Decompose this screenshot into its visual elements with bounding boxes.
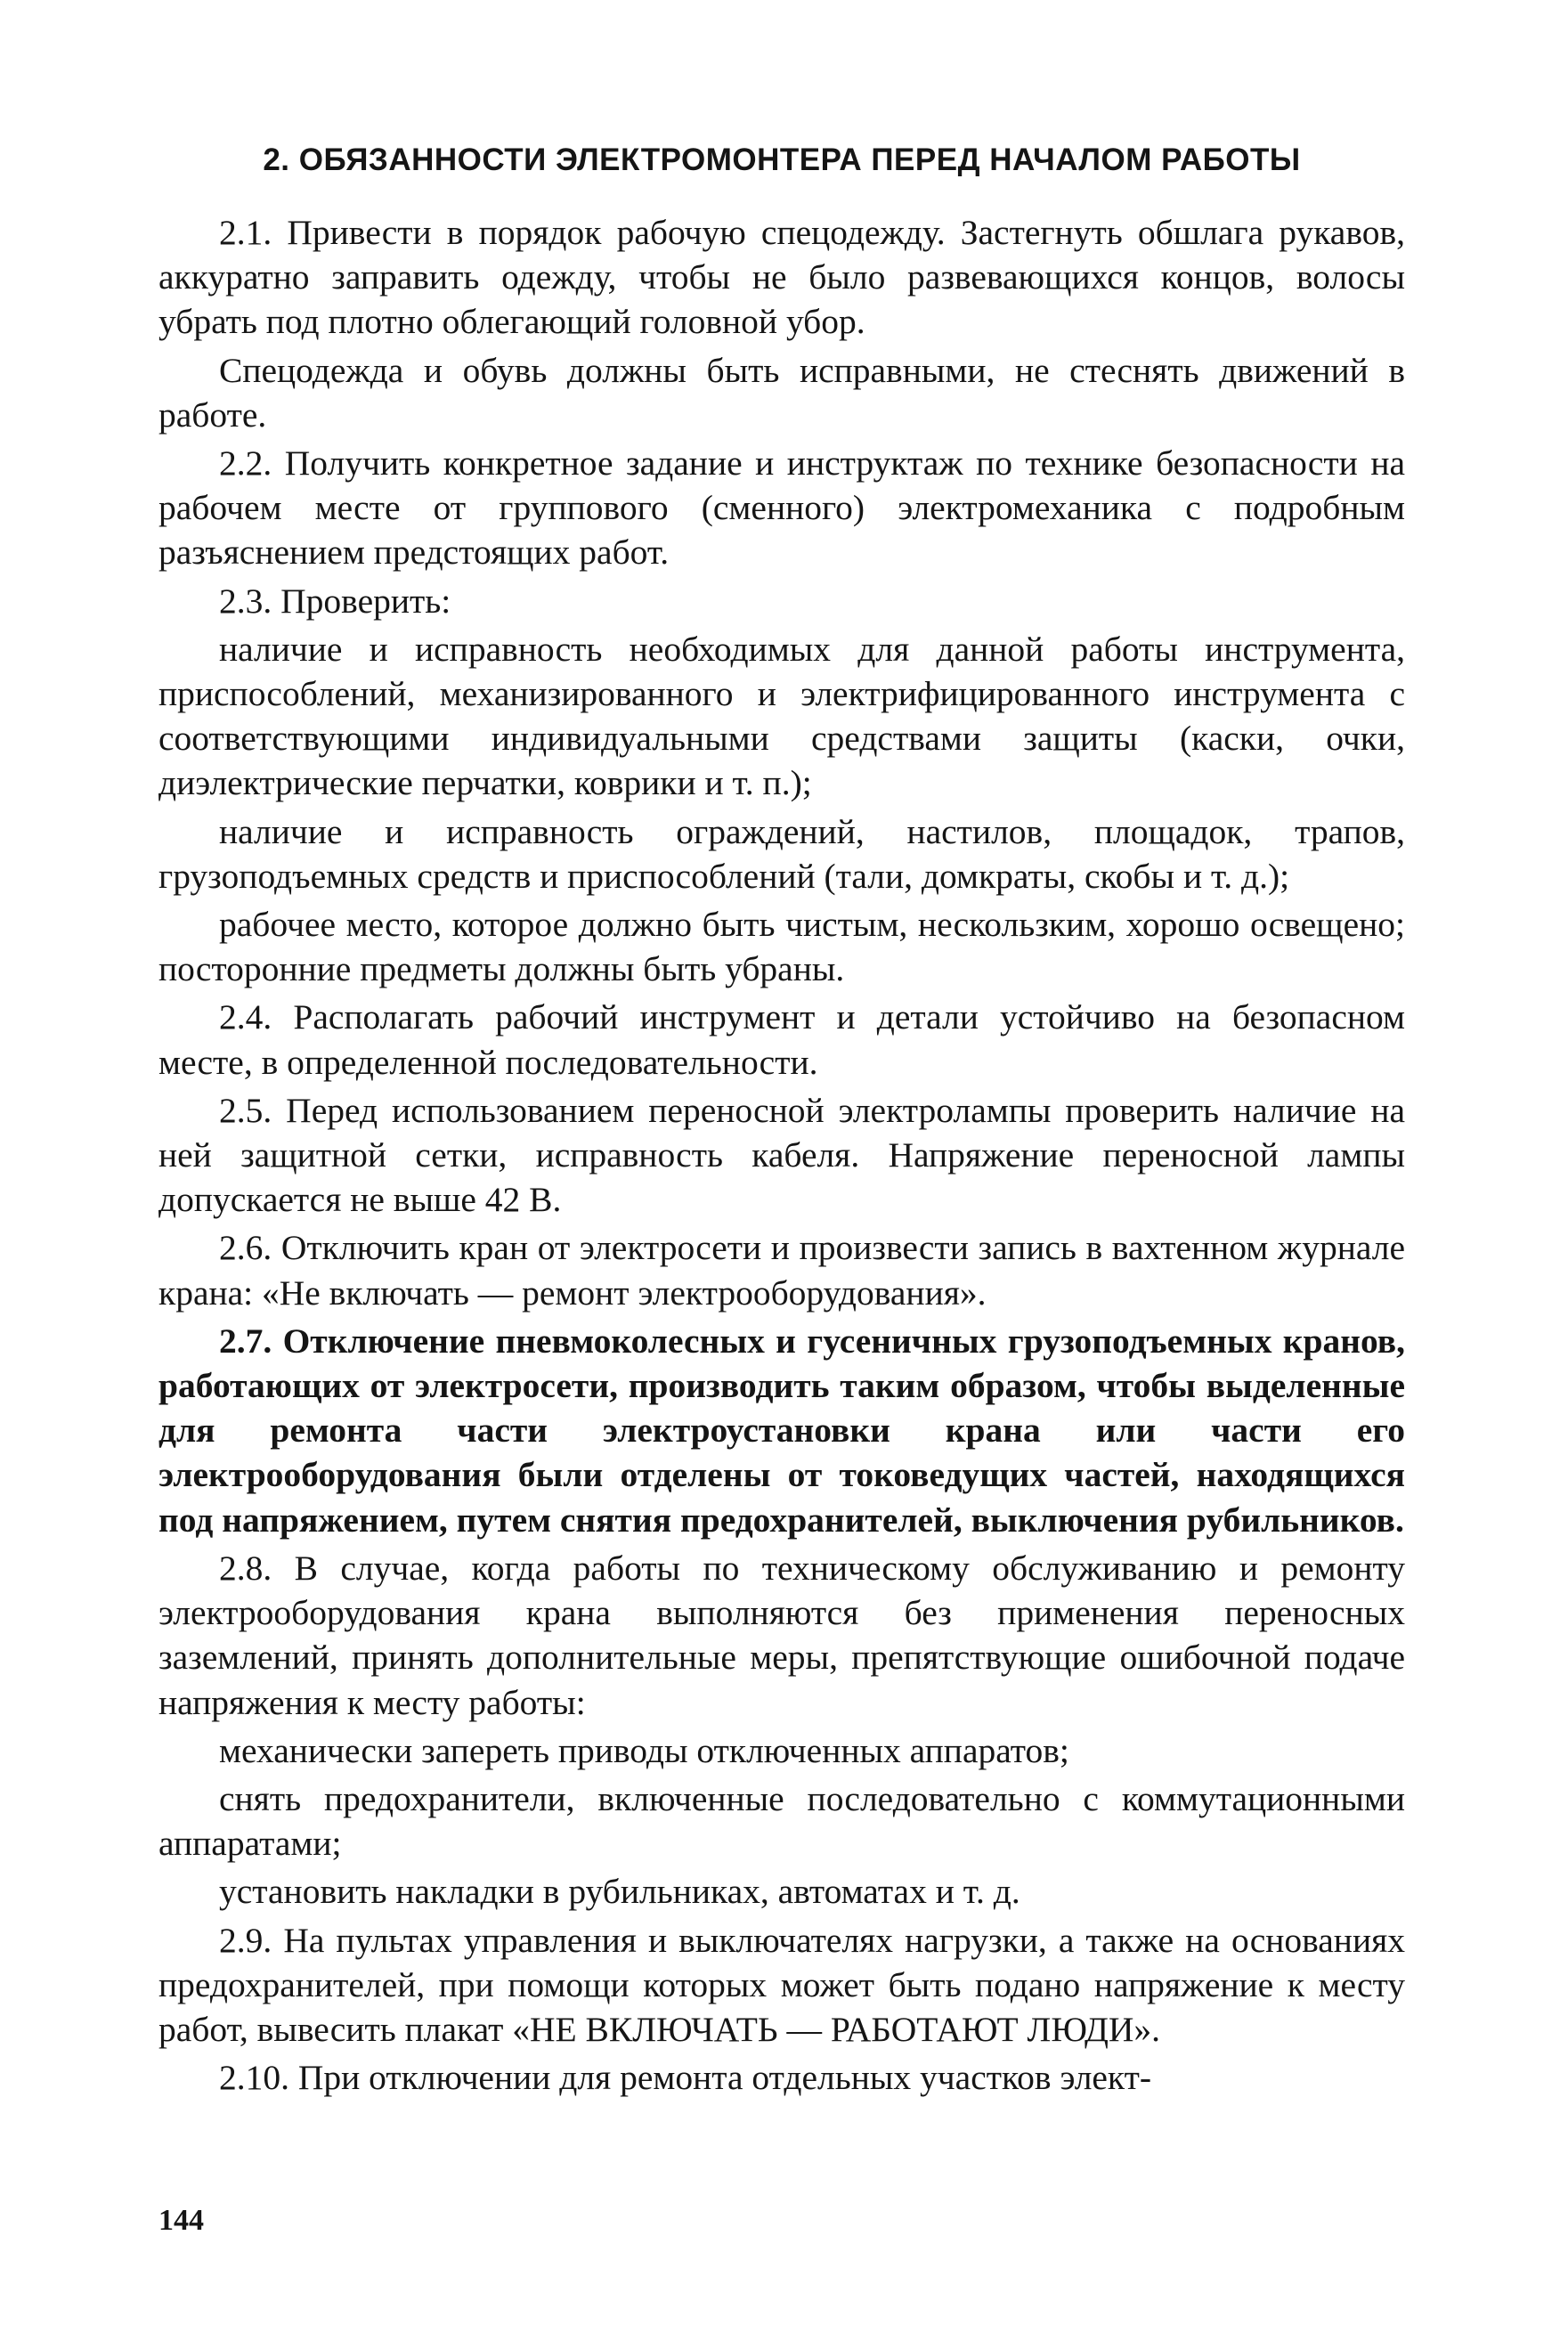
paragraph-2-6: 2.6. Отключить кран от электросети и произвести запись в вахтенном журнале крана: «Не включать — ремонт электрооборудования». <box>158 1228 1405 1313</box>
paragraph-2-8-fuses: снять предохранители, включенные последовательно с коммутационными аппаратами; <box>158 1778 1405 1864</box>
paragraph-2-3-workplace: рабочее место, которое должно быть чистым, нескользким, хорошо освещено; посторонние предметы должны быть убраны. <box>158 905 1405 989</box>
paragraph-2-3-fences: наличие и исправность ограждений, настилов, площадок, трапов, грузоподъемных средств и приспособлений (тали, домкраты, скобы и т. д.); <box>158 811 1405 896</box>
paragraph-2-9: 2.9. На пультах управления и выключателях нагрузки, а также на основаниях предохранителей, при помощи которых может быть подано напряжение к месту работ, вывесить плакат «НЕ ВКЛЮЧАТЬ — РАБОТАЮТ ЛЮДИ». <box>158 1920 1405 2049</box>
paragraph-2-8-pads: установить накладки в рубильниках, автоматах и т. д. <box>219 1872 1020 1912</box>
section-heading: 2. ОБЯЗАННОСТИ ЭЛЕКТРОМОНТЕРА ПЕРЕД НАЧАЛОМ РАБОТЫ <box>263 142 1301 177</box>
paragraph-2-3-tools: наличие и исправность необходимых для данной работы инструмента, приспособлений, механизированного и электрифицированного инструмента с соответствующими индивидуальными средствами защиты (каски, очки, диэлектрические перчатки, коврики и т. п.); <box>158 629 1405 803</box>
paragraph-2-10: 2.10. При отключении для ремонта отдельных участков элект- <box>219 2058 1152 2098</box>
paragraph-2-3: 2.3. Проверить: <box>219 581 451 621</box>
paragraph-2-2: 2.2. Получить конкретное задание и инструктаж по технике безопасности на рабочем месте от группового (сменного) электромеханика с подробным разъяснением предстоящих работ. <box>158 443 1405 573</box>
paragraph-2-1: 2.1. Привести в порядок рабочую спецодежду. Застегнуть обшлага рукавов, аккуратно заправить одежду, чтобы не было развевающихся концов, волосы убрать под плотно облегающий головной убор. <box>158 213 1405 342</box>
paragraph-2-8: 2.8. В случае, когда работы по техническому обслуживанию и ремонту электрооборудования крана выполняются без применения переносных заземлений, принять дополнительные меры, препятствующие ошибочной подаче напряжения к месту работы: <box>158 1548 1405 1722</box>
page-number: 144 <box>158 2204 204 2237</box>
paragraph-2-5: 2.5. Перед использованием переносной электролампы проверить наличие на ней защитной сетки, исправность кабеля. Напряжение переносной лампы допускается не выше 42 В. <box>158 1090 1405 1220</box>
paragraph-2-1-clothing: Спецодежда и обувь должны быть исправными, не стеснять движений в работе. <box>158 350 1405 435</box>
paragraph-2-4: 2.4. Располагать рабочий инструмент и детали устойчиво на безопасном месте, в определенной последовательности. <box>158 997 1405 1082</box>
document-page <box>158 142 1405 2103</box>
paragraph-2-8-lock: механически запереть приводы отключенных аппаратов; <box>219 1730 1069 1770</box>
paragraph-2-7: 2.7. Отключение пневмоколесных и гусеничных грузоподъемных кранов, работающих от электросети, производить таким образом, чтобы выделенные для ремонта части электроустановки крана или части его электрооборудования были отделены от токоведущих частей, находящихся под напряжением, путем снятия предохранителей, выключения рубильников. <box>158 1321 1405 1540</box>
